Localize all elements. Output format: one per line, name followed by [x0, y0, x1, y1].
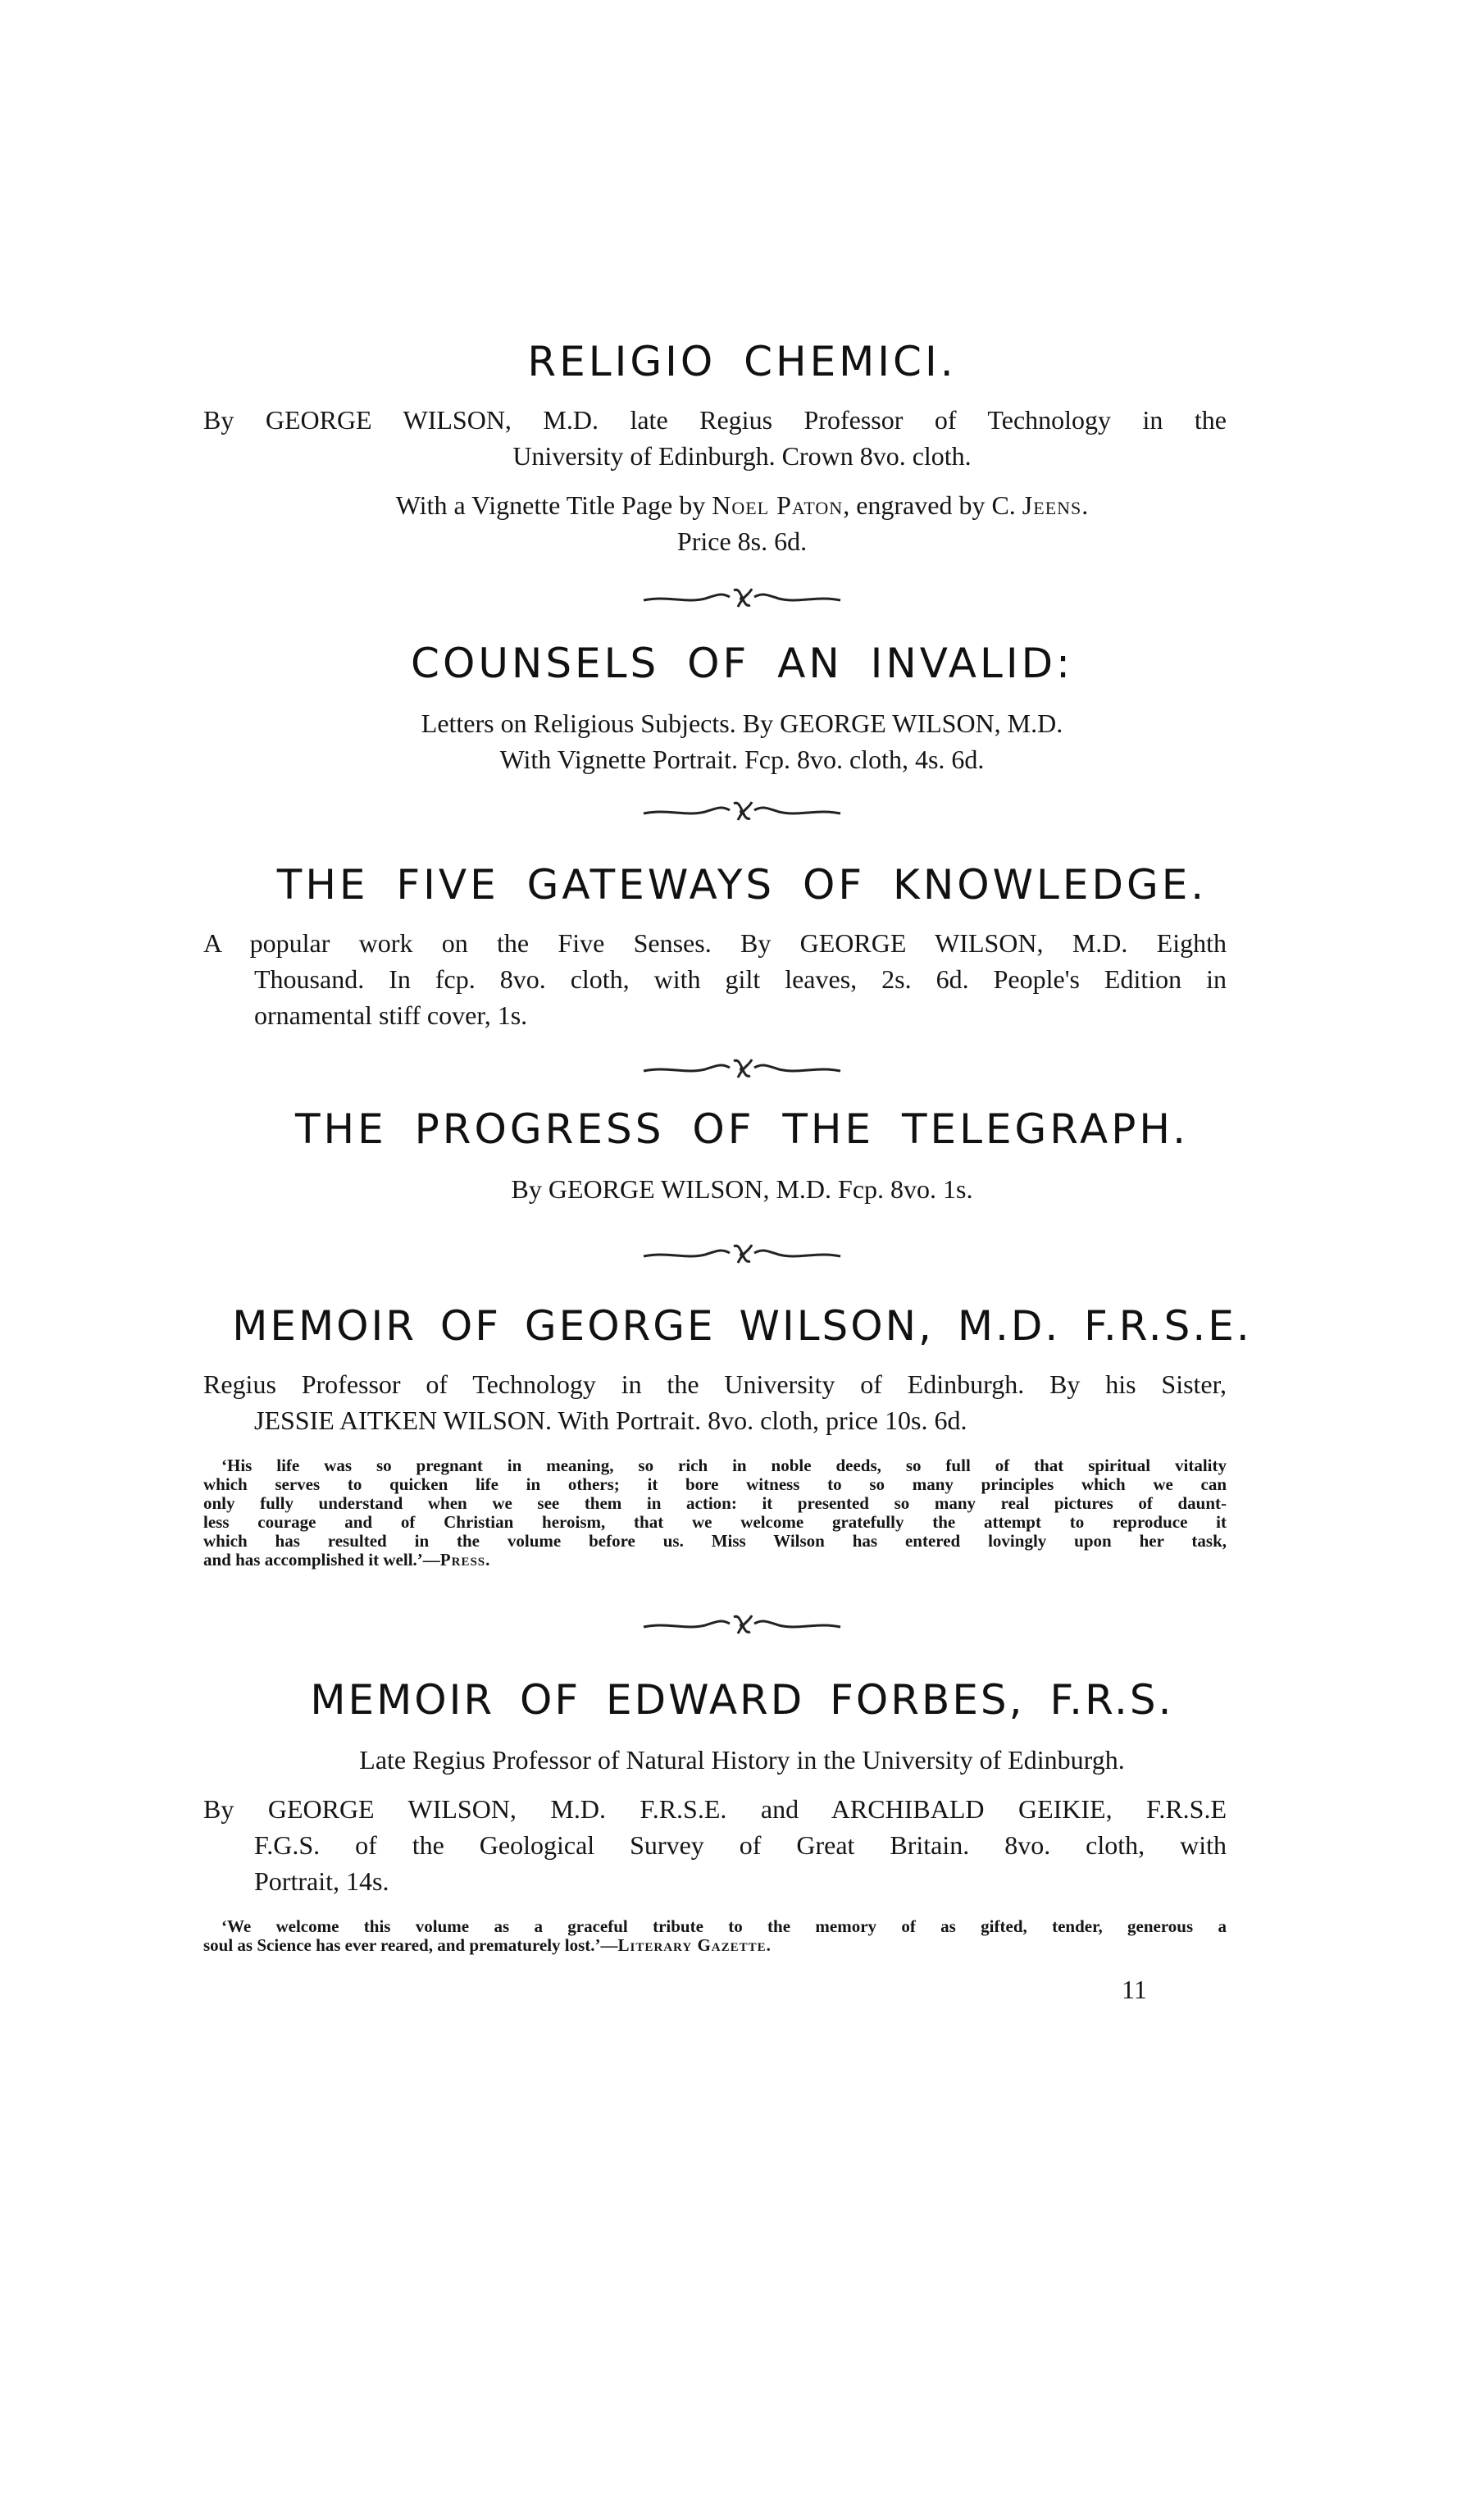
illustration-text: With a Vignette Title Page by — [395, 490, 706, 520]
review-quote-line: less courage and of Christian heroism, that we welcome gratefully the attempt to reproduce it — [203, 1513, 1227, 1532]
book-price: Price 8s. 6d. — [676, 526, 808, 556]
book-description-line: Late Regius Professor of Natural History in the University of Edinburgh. — [359, 1745, 1125, 1775]
review-quote-line: only fully understand when we see them in action: it presented so many real pictures of daunt- — [203, 1494, 1227, 1513]
book-title-memoir-edward-forbes: MEMOIR OF EDWARD FORBES, F.R.S. — [310, 1676, 1174, 1724]
review-quote-line — [203, 1936, 772, 1955]
book-description-line: JESSIE AITKEN WILSON. With Portrait. 8vo. cloth, price 10s. 6d. — [254, 1406, 967, 1435]
book-title-religio-chemici: RELIGIO CHEMICI. — [527, 338, 957, 385]
book-title-five-gateways: THE FIVE GATEWAYS OF KNOWLEDGE. — [276, 861, 1208, 909]
ornament-divider — [619, 584, 865, 613]
ornament-divider — [619, 797, 865, 827]
book-description-line: A popular work on the Five Senses. By GEORGE WILSON, M.D. Eighth — [203, 928, 1227, 958]
illustration-text: , engraved by C. — [843, 490, 1016, 520]
book-description-line: Thousand. In fcp. 8vo. cloth, with gilt leaves, 2s. 6d. People's Edition in — [254, 964, 1227, 994]
book-description-line: ornamental stiff cover, 1s. — [254, 1000, 528, 1030]
review-source: Press. — [439, 1550, 491, 1570]
review-quote-line: which has resulted in the volume before us. Miss Wilson has entered lovingly upon her task, — [203, 1532, 1227, 1551]
ornament-divider — [619, 1240, 865, 1269]
book-description-line: With Vignette Portrait. Fcp. 8vo. cloth, 4s. 6d. — [499, 745, 985, 774]
book-description-line: Portrait, 14s. — [254, 1866, 389, 1896]
ornament-divider — [619, 1611, 865, 1640]
book-description-line: By GEORGE WILSON, M.D. Fcp. 8vo. 1s. — [511, 1174, 973, 1204]
book-title-progress-of-telegraph: THE PROGRESS OF THE TELEGRAPH. — [295, 1105, 1189, 1153]
book-description-line: By GEORGE WILSON, M.D. F.R.S.E. and ARCHIBALD GEIKIE, F.R.S.E — [203, 1794, 1227, 1824]
review-quote-line: ‘We welcome this volume as a graceful tribute to the memory of as gifted, tender, generous a — [221, 1917, 1227, 1936]
book-title-counsels-of-an-invalid: COUNSELS OF AN INVALID: — [411, 640, 1073, 687]
book-description-line: By GEORGE WILSON, M.D. late Regius Professor of Technology in the — [203, 405, 1227, 435]
book-description-line: Regius Professor of Technology in the University of Edinburgh. By his Sister, — [203, 1369, 1227, 1399]
review-quote-text: and has accomplished it well.’— — [203, 1550, 440, 1570]
review-quote-line: ‘His life was so pregnant in meaning, so rich in noble deeds, so full of that spiritual vitality — [221, 1456, 1227, 1475]
book-title-memoir-george-wilson: MEMOIR OF GEORGE WILSON, M.D. F.R.S.E. — [232, 1302, 1252, 1350]
book-description-line: F.G.S. of the Geological Survey of Great Britain. 8vo. cloth, with — [254, 1830, 1227, 1860]
review-quote-line — [203, 1551, 490, 1570]
illustrator-name: Noel Paton — [712, 490, 844, 520]
book-description-line: University of Edinburgh. Crown 8vo. cloth. — [512, 441, 972, 471]
review-quote-line: which serves to quicken life in others; it bore witness to so many principles which we can — [203, 1475, 1227, 1494]
engraver-name: Jeens — [1022, 490, 1082, 520]
review-quote-text: soul as Science has ever reared, and prematurely lost.’— — [203, 1935, 618, 1955]
page-number: 11 — [1122, 1975, 1147, 2004]
review-source: Literary Gazette. — [617, 1935, 772, 1955]
book-description-line: Letters on Religious Subjects. By GEORGE WILSON, M.D. — [421, 709, 1063, 738]
ornament-divider — [619, 1055, 865, 1084]
book-illustration-line: With a Vignette Title Page by Noel Paton, engraved by C. Jeens. — [395, 490, 1089, 520]
